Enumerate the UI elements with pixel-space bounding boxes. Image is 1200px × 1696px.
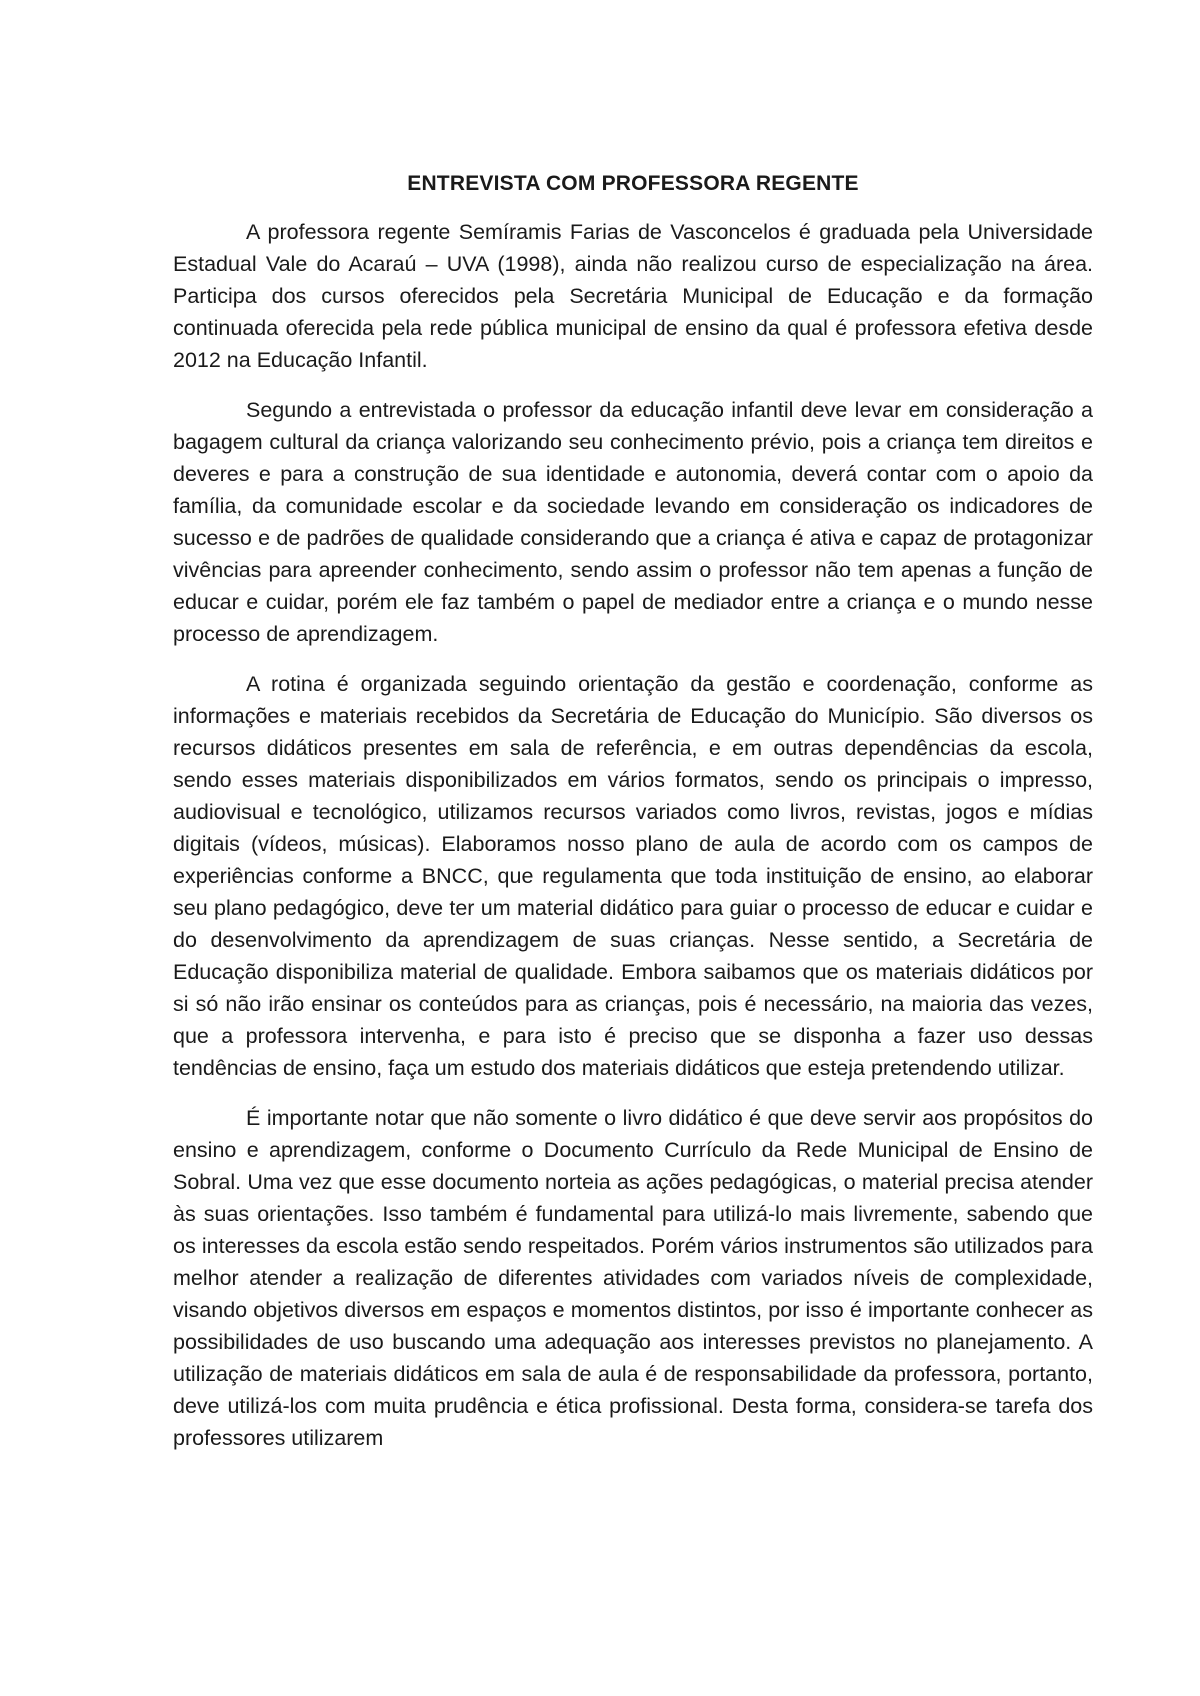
document-body <box>173 170 1093 1472</box>
document-title: ENTREVISTA COM PROFESSORA REGENTE <box>407 172 859 195</box>
paragraph-3: A rotina é organizada seguindo orientação da gestão e coordenação, conforme as informações e materiais recebidos da Secretária de Educação do Município. São diversos os recursos didáticos presentes em sala de referência, e em outras dependências da escola, sendo esses materiais disponibilizados em vários formatos, sendo os principais o impresso, audiovisual e tecnológico, utilizamos recursos variados como livros, revistas, jogos e mídias digitais (vídeos, músicas). Elaboramos nosso plano de aula de acordo com os campos de experiências conforme a BNCC, que regulamenta que toda instituição de ensino, ao elaborar seu plano pedagógico, deve ter um material didático para guiar o processo de educar e cuidar e do desenvolvimento da aprendizagem de suas crianças. Nesse sentido, a Secretária de Educação disponibiliza material de qualidade. Embora saibamos que os materiais didáticos por si só não irão ensinar os conteúdos para as crianças, pois é necessário, na maioria das vezes, que a professora intervenha, e para isto é preciso que se disponha a fazer uso dessas tendências de ensino, faça um estudo dos materiais didáticos que esteja pretendendo utilizar. <box>173 672 1093 1080</box>
paragraph-2: Segundo a entrevistada o professor da educação infantil deve levar em consideração a bagagem cultural da criança valorizando seu conhecimento prévio, pois a criança tem direitos e deveres e para a construção de sua identidade e autonomia, deverá contar com o apoio da família, da comunidade escolar e da sociedade levando em consideração os indicadores de sucesso e de padrões de qualidade considerando que a criança é ativa e capaz de protagonizar vivências para apreender conhecimento, sendo assim o professor não tem apenas a função de educar e cuidar, porém ele faz também o papel de mediador entre a criança e o mundo nesse processo de aprendizagem. <box>173 398 1093 646</box>
paragraph-1: A professora regente Semíramis Farias de Vasconcelos é graduada pela Universidade Estadual Vale do Acaraú – UVA (1998), ainda não realizou curso de especialização na área. Participa dos cursos oferecidos pela Secretária Municipal de Educação e da formação continuada oferecida pela rede pública municipal de ensino da qual é professora efetiva desde 2012 na Educação Infantil. <box>173 220 1093 372</box>
paragraph-4: É importante notar que não somente o livro didático é que deve servir aos propósitos do ensino e aprendizagem, conforme o Documento Currículo da Rede Municipal de Ensino de Sobral. Uma vez que esse documento norteia as ações pedagógicas, o material precisa atender às suas orientações. Isso também é fundamental para utilizá-lo mais livremente, sabendo que os interesses da escola estão sendo respeitados. Porém vários instrumentos são utilizados para melhor atender a realização de diferentes atividades com variados níveis de complexidade, visando objetivos diversos em espaços e momentos distintos, por isso é importante conhecer as possibilidades de uso buscando uma adequação aos interesses previstos no planejamento. A utilização de materiais didáticos em sala de aula é de responsabilidade da professora, portanto, deve utilizá-los com muita prudência e ética profissional. Desta forma, considera-se tarefa dos professores utilizarem <box>173 1106 1093 1450</box>
